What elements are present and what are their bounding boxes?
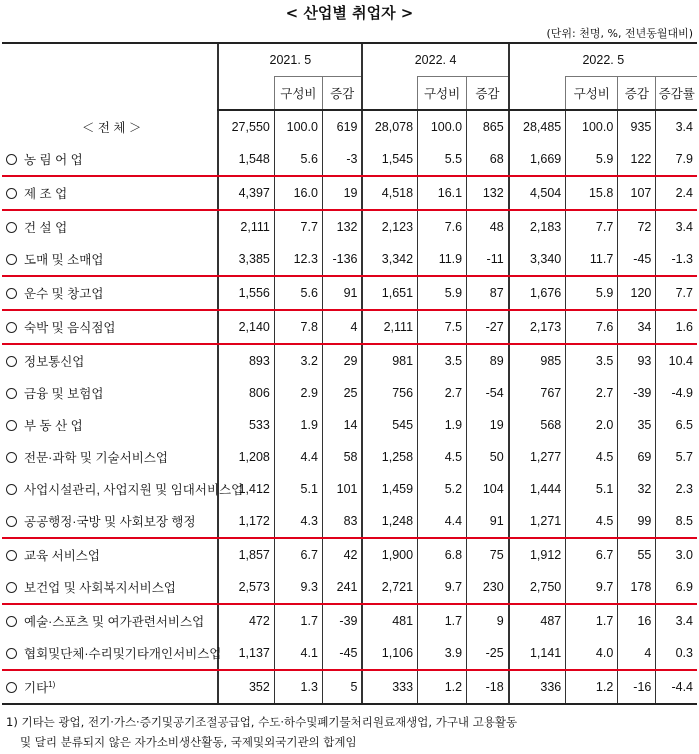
value-cell: 2,573 bbox=[218, 571, 274, 604]
value-cell: 91 bbox=[322, 276, 362, 310]
value-cell: -3 bbox=[322, 143, 362, 176]
value-cell: 352 bbox=[218, 670, 274, 704]
circle-bullet-icon bbox=[6, 484, 17, 495]
value-cell: 4.4 bbox=[274, 441, 322, 473]
value-cell: 1.2 bbox=[418, 670, 467, 704]
value-cell: -54 bbox=[467, 377, 509, 409]
value-cell: 230 bbox=[467, 571, 509, 604]
industry-name: 전문·과학 및 기술서비스업 bbox=[24, 451, 168, 465]
value-cell: 35 bbox=[618, 409, 656, 441]
value-cell: 1.3 bbox=[274, 670, 322, 704]
value-cell: 2,183 bbox=[509, 210, 566, 243]
value-cell: 11.7 bbox=[566, 243, 618, 276]
value-cell: -18 bbox=[467, 670, 509, 704]
value-cell: 7.9 bbox=[656, 143, 697, 176]
industry-name: 숙박 및 음식점업 bbox=[24, 321, 116, 335]
value-cell: 1.9 bbox=[418, 409, 467, 441]
value-cell: 1,412 bbox=[218, 473, 274, 505]
header-row-periods bbox=[2, 43, 697, 77]
industry-name-cell bbox=[2, 176, 218, 210]
value-cell: 3,342 bbox=[362, 243, 417, 276]
value-cell: 11.9 bbox=[418, 243, 467, 276]
value-cell: 1,857 bbox=[218, 538, 274, 571]
value-cell: -1.3 bbox=[656, 243, 697, 276]
value-cell: 981 bbox=[362, 344, 417, 377]
value-cell: 58 bbox=[322, 441, 362, 473]
value-cell: 2,721 bbox=[362, 571, 417, 604]
footnote-line-1: 1) 기타는 광업, 전기·가스·증기및공기조절공급업, 수도·하수및폐기물처리원료재생업, 가구내 고용활동 bbox=[6, 715, 518, 729]
value-cell: 91 bbox=[467, 505, 509, 538]
value-cell: 5 bbox=[322, 670, 362, 704]
circle-bullet-icon bbox=[6, 388, 17, 399]
value-cell: 7.7 bbox=[566, 210, 618, 243]
header-industry-blank bbox=[2, 43, 218, 110]
circle-bullet-icon bbox=[6, 188, 17, 199]
value-cell: 545 bbox=[362, 409, 417, 441]
value-cell: 100.0 bbox=[274, 110, 322, 143]
value-cell: -27 bbox=[467, 310, 509, 344]
value-cell: 132 bbox=[322, 210, 362, 243]
value-cell: 4.5 bbox=[566, 441, 618, 473]
industry-name: 도매 및 소매업 bbox=[24, 253, 104, 267]
circle-bullet-icon bbox=[6, 682, 17, 693]
industry-name-cell bbox=[2, 310, 218, 344]
header-share-2021: 구성비 bbox=[274, 77, 322, 111]
value-cell: 2,173 bbox=[509, 310, 566, 344]
value-cell: 893 bbox=[218, 344, 274, 377]
circle-bullet-icon bbox=[6, 516, 17, 527]
table-row bbox=[2, 344, 697, 377]
value-cell: 16.0 bbox=[274, 176, 322, 210]
value-cell: 4 bbox=[618, 637, 656, 670]
value-cell: 985 bbox=[509, 344, 566, 377]
value-cell: 1.7 bbox=[418, 604, 467, 637]
value-cell: 93 bbox=[618, 344, 656, 377]
value-cell: 806 bbox=[218, 377, 274, 409]
circle-bullet-icon bbox=[6, 356, 17, 367]
industry-name: 운수 및 창고업 bbox=[24, 287, 104, 301]
value-cell: 28,078 bbox=[362, 110, 417, 143]
industry-name-cell bbox=[2, 505, 218, 538]
industry-name-cell bbox=[2, 670, 218, 704]
value-cell: 5.1 bbox=[274, 473, 322, 505]
value-cell: 8.5 bbox=[656, 505, 697, 538]
value-cell: 178 bbox=[618, 571, 656, 604]
value-cell: 1,444 bbox=[509, 473, 566, 505]
value-cell: 568 bbox=[509, 409, 566, 441]
header-2021-5: 2021. 5 bbox=[218, 43, 362, 77]
value-cell: 4,397 bbox=[218, 176, 274, 210]
value-cell: 48 bbox=[467, 210, 509, 243]
industry-name-cell bbox=[2, 409, 218, 441]
industry-name-cell bbox=[2, 473, 244, 505]
value-cell: 34 bbox=[618, 310, 656, 344]
value-cell: 120 bbox=[618, 276, 656, 310]
value-cell: 1.2 bbox=[566, 670, 618, 704]
value-cell: 69 bbox=[618, 441, 656, 473]
value-cell: 50 bbox=[467, 441, 509, 473]
footnote-marker: 1) bbox=[48, 679, 56, 689]
value-cell: 5.6 bbox=[274, 143, 322, 176]
value-cell: 481 bbox=[362, 604, 417, 637]
value-cell: 99 bbox=[618, 505, 656, 538]
value-cell: 7.7 bbox=[656, 276, 697, 310]
value-cell: 2,123 bbox=[362, 210, 417, 243]
header-2022-5: 2022. 5 bbox=[509, 43, 697, 77]
value-cell: 2.0 bbox=[566, 409, 618, 441]
industry-name: 보건업 및 사회복지서비스업 bbox=[24, 581, 176, 595]
value-cell: 5.5 bbox=[418, 143, 467, 176]
industry-name: 농 림 어 업 bbox=[24, 153, 83, 167]
value-cell: 2,140 bbox=[218, 310, 274, 344]
value-cell: 1,912 bbox=[509, 538, 566, 571]
industry-name-cell bbox=[2, 110, 218, 143]
value-cell: 1.7 bbox=[274, 604, 322, 637]
industry-name: 부 동 산 업 bbox=[24, 419, 83, 433]
table-row bbox=[2, 505, 697, 538]
industry-name-cell bbox=[2, 637, 222, 670]
value-cell: 75 bbox=[467, 538, 509, 571]
value-cell: 9.3 bbox=[274, 571, 322, 604]
value-cell: 2.7 bbox=[566, 377, 618, 409]
value-cell: 104 bbox=[467, 473, 509, 505]
value-cell: 3.5 bbox=[566, 344, 618, 377]
table-row bbox=[2, 310, 697, 344]
header-blank-2022-4 bbox=[362, 77, 417, 111]
value-cell: 1,271 bbox=[509, 505, 566, 538]
table-row bbox=[2, 377, 697, 409]
value-cell: -25 bbox=[467, 637, 509, 670]
value-cell: 4,504 bbox=[509, 176, 566, 210]
value-cell: 1,669 bbox=[509, 143, 566, 176]
header-2022-4: 2022. 4 bbox=[362, 43, 508, 77]
value-cell: 487 bbox=[509, 604, 566, 637]
header-change-rate-2022-5: 증감률 bbox=[656, 77, 697, 111]
value-cell: 241 bbox=[322, 571, 362, 604]
value-cell: -45 bbox=[322, 637, 362, 670]
value-cell: 4.5 bbox=[566, 505, 618, 538]
value-cell: 7.5 bbox=[418, 310, 467, 344]
value-cell: 10.4 bbox=[656, 344, 697, 377]
table-row bbox=[2, 571, 697, 604]
value-cell: 1,651 bbox=[362, 276, 417, 310]
value-cell: 1,548 bbox=[218, 143, 274, 176]
industry-name-cell bbox=[2, 604, 218, 637]
value-cell: 19 bbox=[467, 409, 509, 441]
value-cell: 1,258 bbox=[362, 441, 417, 473]
value-cell: 27,550 bbox=[218, 110, 274, 143]
value-cell: 2.7 bbox=[418, 377, 467, 409]
value-cell: 472 bbox=[218, 604, 274, 637]
header-change-2022-5: 증감 bbox=[618, 77, 656, 111]
industry-name-cell bbox=[2, 377, 218, 409]
value-cell: -45 bbox=[618, 243, 656, 276]
value-cell: 1,106 bbox=[362, 637, 417, 670]
employment-by-industry-table bbox=[2, 42, 697, 705]
table-row bbox=[2, 473, 697, 505]
value-cell: 29 bbox=[322, 344, 362, 377]
circle-bullet-icon bbox=[6, 616, 17, 627]
industry-name: 제 조 업 bbox=[24, 187, 68, 201]
value-cell: 1,676 bbox=[509, 276, 566, 310]
value-cell: 83 bbox=[322, 505, 362, 538]
industry-name: 건 설 업 bbox=[24, 221, 68, 235]
industry-name-cell bbox=[2, 538, 218, 571]
footnote-line-2: 및 달리 분류되지 않은 자가소비생산활동, 국제및외국기관의 합계임 bbox=[20, 735, 357, 749]
value-cell: 1,248 bbox=[362, 505, 417, 538]
value-cell: 4 bbox=[322, 310, 362, 344]
value-cell: 5.9 bbox=[566, 276, 618, 310]
table-row bbox=[2, 538, 697, 571]
value-cell: 1,556 bbox=[218, 276, 274, 310]
value-cell: -4.9 bbox=[656, 377, 697, 409]
value-cell: 336 bbox=[509, 670, 566, 704]
value-cell: 6.7 bbox=[274, 538, 322, 571]
footnote bbox=[6, 712, 696, 752]
value-cell: 132 bbox=[467, 176, 509, 210]
circle-bullet-icon bbox=[6, 322, 17, 333]
header-change-2021: 증감 bbox=[322, 77, 362, 111]
industry-name-cell bbox=[2, 243, 218, 276]
value-cell: -136 bbox=[322, 243, 362, 276]
circle-bullet-icon bbox=[6, 550, 17, 561]
value-cell: 5.1 bbox=[566, 473, 618, 505]
value-cell: 4.4 bbox=[418, 505, 467, 538]
value-cell: 3.4 bbox=[656, 604, 697, 637]
industry-name: 예술·스포츠 및 여가관련서비스업 bbox=[24, 615, 205, 629]
table-row bbox=[2, 243, 697, 276]
industry-name-cell bbox=[2, 344, 218, 377]
industry-name: 협회및단체·수리및기타개인서비스업 bbox=[24, 647, 222, 661]
value-cell: 4.5 bbox=[418, 441, 467, 473]
value-cell: 3.9 bbox=[418, 637, 467, 670]
circle-bullet-icon bbox=[6, 420, 17, 431]
value-cell: 1,208 bbox=[218, 441, 274, 473]
value-cell: 5.9 bbox=[418, 276, 467, 310]
value-cell: 87 bbox=[467, 276, 509, 310]
header-share-2022-4: 구성비 bbox=[418, 77, 467, 111]
industry-name-cell bbox=[2, 143, 218, 176]
industry-name: 공공행정·국방 및 사회보장 행정 bbox=[24, 515, 196, 529]
value-cell: 107 bbox=[618, 176, 656, 210]
value-cell: 5.2 bbox=[418, 473, 467, 505]
value-cell: 7.7 bbox=[274, 210, 322, 243]
value-cell: 533 bbox=[218, 409, 274, 441]
value-cell: 6.9 bbox=[656, 571, 697, 604]
value-cell: 1,172 bbox=[218, 505, 274, 538]
value-cell: 3,385 bbox=[218, 243, 274, 276]
value-cell: 100.0 bbox=[418, 110, 467, 143]
value-cell: 9.7 bbox=[566, 571, 618, 604]
value-cell: 4.1 bbox=[274, 637, 322, 670]
table-row bbox=[2, 670, 697, 704]
value-cell: 15.8 bbox=[566, 176, 618, 210]
circle-bullet-icon bbox=[6, 288, 17, 299]
value-cell: 19 bbox=[322, 176, 362, 210]
circle-bullet-icon bbox=[6, 648, 17, 659]
value-cell: 16.1 bbox=[418, 176, 467, 210]
value-cell: 7.6 bbox=[418, 210, 467, 243]
value-cell: -16 bbox=[618, 670, 656, 704]
value-cell: 1,900 bbox=[362, 538, 417, 571]
value-cell: 55 bbox=[618, 538, 656, 571]
value-cell: 14 bbox=[322, 409, 362, 441]
circle-bullet-icon bbox=[6, 222, 17, 233]
value-cell: 5.9 bbox=[566, 143, 618, 176]
value-cell: 1,277 bbox=[509, 441, 566, 473]
circle-bullet-icon bbox=[6, 582, 17, 593]
value-cell: 1.7 bbox=[566, 604, 618, 637]
circle-bullet-icon bbox=[6, 452, 17, 463]
value-cell: 2,111 bbox=[218, 210, 274, 243]
industry-name-cell bbox=[2, 210, 218, 243]
value-cell: 9.7 bbox=[418, 571, 467, 604]
value-cell: 3.0 bbox=[656, 538, 697, 571]
header-blank-2021 bbox=[218, 77, 274, 111]
value-cell: 1,545 bbox=[362, 143, 417, 176]
table-row bbox=[2, 604, 697, 637]
value-cell: 2.4 bbox=[656, 176, 697, 210]
value-cell: 5.7 bbox=[656, 441, 697, 473]
value-cell: 32 bbox=[618, 473, 656, 505]
value-cell: 619 bbox=[322, 110, 362, 143]
value-cell: 3,340 bbox=[509, 243, 566, 276]
table-title: < 산업별 취업자 > bbox=[285, 4, 414, 22]
value-cell: 333 bbox=[362, 670, 417, 704]
table-row bbox=[2, 210, 697, 243]
value-cell: 4.3 bbox=[274, 505, 322, 538]
value-cell: 1,141 bbox=[509, 637, 566, 670]
value-cell: 101 bbox=[322, 473, 362, 505]
table-row bbox=[2, 409, 697, 441]
value-cell: 3.5 bbox=[418, 344, 467, 377]
value-cell: 42 bbox=[322, 538, 362, 571]
value-cell: -4.4 bbox=[656, 670, 697, 704]
value-cell: 9 bbox=[467, 604, 509, 637]
value-cell: 1,137 bbox=[218, 637, 274, 670]
value-cell: 935 bbox=[618, 110, 656, 143]
value-cell: 756 bbox=[362, 377, 417, 409]
value-cell: 0.3 bbox=[656, 637, 697, 670]
header-share-2022-5: 구성비 bbox=[566, 77, 618, 111]
value-cell: 7.6 bbox=[566, 310, 618, 344]
value-cell: 3.4 bbox=[656, 210, 697, 243]
value-cell: 6.7 bbox=[566, 538, 618, 571]
value-cell: 6.8 bbox=[418, 538, 467, 571]
value-cell: 100.0 bbox=[566, 110, 618, 143]
value-cell: 25 bbox=[322, 377, 362, 409]
value-cell: 2,750 bbox=[509, 571, 566, 604]
industry-name: 금융 및 보험업 bbox=[24, 387, 104, 401]
value-cell: 3.4 bbox=[656, 110, 697, 143]
value-cell: 4,518 bbox=[362, 176, 417, 210]
value-cell: 767 bbox=[509, 377, 566, 409]
industry-name: ＜ 전 체 ＞ bbox=[81, 120, 142, 135]
value-cell: 89 bbox=[467, 344, 509, 377]
header-change-2022-4: 증감 bbox=[467, 77, 509, 111]
value-cell: 4.0 bbox=[566, 637, 618, 670]
value-cell: 1.6 bbox=[656, 310, 697, 344]
unit-note: (단위: 천명, %, 전년동월대비) bbox=[546, 27, 693, 40]
value-cell: -39 bbox=[322, 604, 362, 637]
circle-bullet-icon bbox=[6, 154, 17, 165]
value-cell: 12.3 bbox=[274, 243, 322, 276]
value-cell: 5.6 bbox=[274, 276, 322, 310]
industry-name: 기타 bbox=[24, 681, 49, 695]
value-cell: 2,111 bbox=[362, 310, 417, 344]
value-cell: 16 bbox=[618, 604, 656, 637]
value-cell: 865 bbox=[467, 110, 509, 143]
value-cell: -39 bbox=[618, 377, 656, 409]
value-cell: 1.9 bbox=[274, 409, 322, 441]
industry-name-cell bbox=[2, 441, 218, 473]
value-cell: -11 bbox=[467, 243, 509, 276]
value-cell: 68 bbox=[467, 143, 509, 176]
table-row bbox=[2, 110, 697, 143]
header-blank-2022-5 bbox=[509, 77, 566, 111]
value-cell: 2.3 bbox=[656, 473, 697, 505]
value-cell: 72 bbox=[618, 210, 656, 243]
value-cell: 28,485 bbox=[509, 110, 566, 143]
industry-name: 교육 서비스업 bbox=[24, 549, 100, 563]
industry-name: 사업시설관리, 사업지원 및 임대서비스업 bbox=[24, 483, 244, 497]
circle-bullet-icon bbox=[6, 254, 17, 265]
table-row bbox=[2, 143, 697, 176]
value-cell: 1,459 bbox=[362, 473, 417, 505]
industry-name: 정보통신업 bbox=[24, 355, 85, 369]
table-row bbox=[2, 637, 697, 670]
industry-name-cell bbox=[2, 276, 218, 310]
value-cell: 122 bbox=[618, 143, 656, 176]
value-cell: 7.8 bbox=[274, 310, 322, 344]
table-row bbox=[2, 441, 697, 473]
value-cell: 3.2 bbox=[274, 344, 322, 377]
value-cell: 2.9 bbox=[274, 377, 322, 409]
value-cell: 6.5 bbox=[656, 409, 697, 441]
industry-name-cell bbox=[2, 571, 218, 604]
table-row bbox=[2, 276, 697, 310]
table-row bbox=[2, 176, 697, 210]
